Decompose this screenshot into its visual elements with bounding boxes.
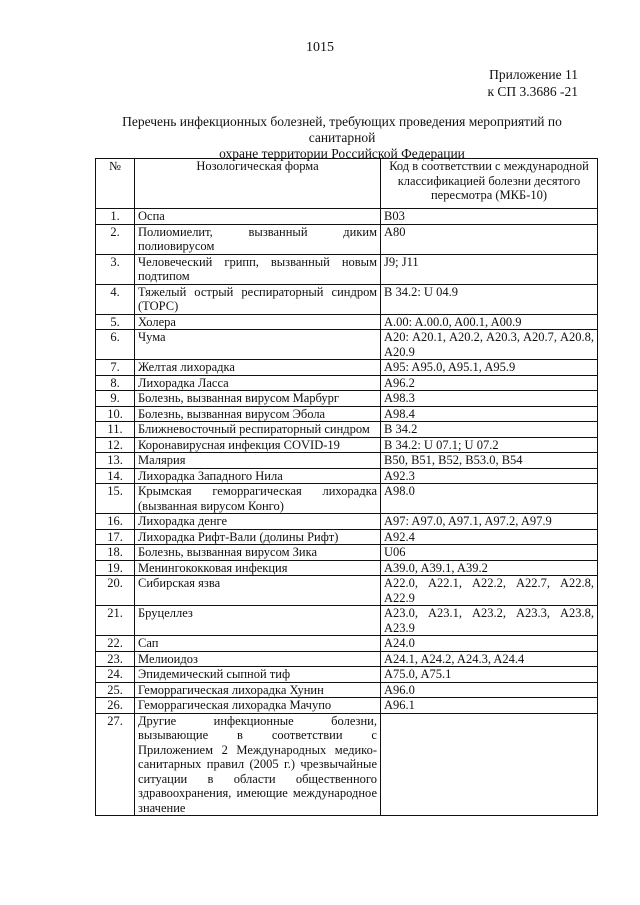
- row-icd10-code: A80: [381, 224, 598, 254]
- row-icd10-code: B03: [381, 209, 598, 225]
- row-nosological-form: Болезнь, вызванная вирусом Эбола: [135, 406, 381, 422]
- row-number: 2.: [96, 224, 135, 254]
- table-row: [96, 576, 598, 606]
- table-header-row: [96, 159, 598, 209]
- row-icd10-code: U06: [381, 545, 598, 561]
- row-icd10-code: A97: A97.0, A97.1, A97.2, A97.9: [381, 514, 598, 530]
- row-nosological-form: Оспа: [135, 209, 381, 225]
- row-nosological-form: Человеческий грипп, вызванный новым подтипом: [135, 254, 381, 284]
- header-number: №: [96, 159, 135, 209]
- row-icd10-code: A98.0: [381, 484, 598, 514]
- row-icd10-code: A75.0, A75.1: [381, 667, 598, 683]
- row-nosological-form: Крымская геморрагическая лихорадка (вызванная вирусом Конго): [135, 484, 381, 514]
- table-row: [96, 560, 598, 576]
- row-icd10-code: J9; J11: [381, 254, 598, 284]
- table-row: [96, 484, 598, 514]
- row-number: 18.: [96, 545, 135, 561]
- row-number: 11.: [96, 422, 135, 438]
- document-title: [92, 114, 592, 162]
- row-number: 14.: [96, 468, 135, 484]
- table-row: [96, 360, 598, 376]
- row-nosological-form: Геморрагическая лихорадка Мачупо: [135, 698, 381, 714]
- table-row: [96, 330, 598, 360]
- diseases-table: [95, 158, 598, 816]
- table-row: [96, 209, 598, 225]
- row-number: 8.: [96, 375, 135, 391]
- table-body: [96, 209, 598, 816]
- table-row: [96, 453, 598, 469]
- row-icd10-code: A22.0, A22.1, A22.2, A22.7, A22.8, A22.9: [381, 576, 598, 606]
- row-number: 10.: [96, 406, 135, 422]
- row-icd10-code: B 34.2: [381, 422, 598, 438]
- appendix-line-2: к СП 3.3686 -21: [487, 84, 578, 99]
- row-number: 9.: [96, 391, 135, 407]
- row-number: 3.: [96, 254, 135, 284]
- table-row: [96, 224, 598, 254]
- table-row: [96, 514, 598, 530]
- row-icd10-code: [381, 713, 598, 816]
- table-row: [96, 406, 598, 422]
- row-nosological-form: Бруцеллез: [135, 606, 381, 636]
- row-number: 27.: [96, 713, 135, 816]
- row-number: 20.: [96, 576, 135, 606]
- row-number: 25.: [96, 682, 135, 698]
- table-row: [96, 682, 598, 698]
- table-row: [96, 545, 598, 561]
- row-icd10-code: A39.0, A39.1, A39.2: [381, 560, 598, 576]
- row-nosological-form: Полиомиелит, вызванный диким полиовирусом: [135, 224, 381, 254]
- row-icd10-code: B 34.2: U 04.9: [381, 284, 598, 314]
- table-row: [96, 391, 598, 407]
- table-row: [96, 468, 598, 484]
- table-row: [96, 529, 598, 545]
- row-icd10-code: A.00: A.00.0, A00.1, A00.9: [381, 314, 598, 330]
- row-icd10-code: A98.4: [381, 406, 598, 422]
- table-row: [96, 375, 598, 391]
- table-row: [96, 284, 598, 314]
- row-icd10-code: A92.3: [381, 468, 598, 484]
- row-nosological-form: Коронавирусная инфекция COVID-19: [135, 437, 381, 453]
- row-number: 26.: [96, 698, 135, 714]
- row-nosological-form: Другие инфекционные болезни, вызывающие в соответствии с Приложением 2 Международных медико-санитарных правил (2005 г.) чрезвычайные ситуации в области общественного здравоохранения, имеющие международное значение: [135, 713, 381, 816]
- table-row: [96, 314, 598, 330]
- row-icd10-code: A92.4: [381, 529, 598, 545]
- table-row: [96, 698, 598, 714]
- row-icd10-code: B 34.2: U 07.1; U 07.2: [381, 437, 598, 453]
- row-number: 15.: [96, 484, 135, 514]
- row-icd10-code: A95: A95.0, A95.1, A95.9: [381, 360, 598, 376]
- row-nosological-form: Лихорадка Рифт-Вали (долины Рифт): [135, 529, 381, 545]
- row-icd10-code: A96.1: [381, 698, 598, 714]
- row-number: 1.: [96, 209, 135, 225]
- header-icd10-code: Код в соответствии с международной классификацией болезни десятого пересмотра (МКБ-10): [381, 159, 598, 209]
- row-number: 12.: [96, 437, 135, 453]
- header-nosological-form: Нозологическая форма: [135, 159, 381, 209]
- row-number: 6.: [96, 330, 135, 360]
- row-number: 23.: [96, 651, 135, 667]
- row-number: 5.: [96, 314, 135, 330]
- document-title-line-2: охране территории Российской Федерации: [219, 146, 465, 161]
- row-number: 21.: [96, 606, 135, 636]
- row-number: 7.: [96, 360, 135, 376]
- row-nosological-form: Лихорадка Ласса: [135, 375, 381, 391]
- row-number: 17.: [96, 529, 135, 545]
- row-nosological-form: Эпидемический сыпной тиф: [135, 667, 381, 683]
- row-nosological-form: Геморрагическая лихорадка Хунин: [135, 682, 381, 698]
- row-nosological-form: Лихорадка Западного Нила: [135, 468, 381, 484]
- row-nosological-form: Малярия: [135, 453, 381, 469]
- row-nosological-form: Сап: [135, 636, 381, 652]
- row-number: 24.: [96, 667, 135, 683]
- row-number: 4.: [96, 284, 135, 314]
- table-row: [96, 606, 598, 636]
- row-icd10-code: A98.3: [381, 391, 598, 407]
- table-row: [96, 636, 598, 652]
- row-nosological-form: Сибирская язва: [135, 576, 381, 606]
- row-icd10-code: A96.0: [381, 682, 598, 698]
- appendix-reference: [487, 66, 578, 100]
- row-nosological-form: Тяжелый острый респираторный синдром (ТОРС): [135, 284, 381, 314]
- table-row: [96, 422, 598, 438]
- row-icd10-code: A24.1, A24.2, A24.3, A24.4: [381, 651, 598, 667]
- document-title-line-1: Перечень инфекционных болезней, требующих проведения мероприятий по санитарной: [122, 114, 562, 145]
- row-number: 19.: [96, 560, 135, 576]
- row-icd10-code: A24.0: [381, 636, 598, 652]
- row-icd10-code: A96.2: [381, 375, 598, 391]
- table-row: [96, 713, 598, 816]
- page-number: 1015: [306, 40, 334, 55]
- row-nosological-form: Болезнь, вызванная вирусом Зика: [135, 545, 381, 561]
- row-nosological-form: Мелиоидоз: [135, 651, 381, 667]
- row-nosological-form: Ближневосточный респираторный синдром: [135, 422, 381, 438]
- appendix-line-1: Приложение 11: [489, 67, 578, 82]
- row-icd10-code: A23.0, A23.1, A23.2, A23.3, A23.8, A23.9: [381, 606, 598, 636]
- row-icd10-code: A20: A20.1, A20.2, A20.3, A20.7, A20.8, A20.9: [381, 330, 598, 360]
- row-icd10-code: B50, B51, B52, B53.0, B54: [381, 453, 598, 469]
- row-nosological-form: Холера: [135, 314, 381, 330]
- table-row: [96, 651, 598, 667]
- table-row: [96, 437, 598, 453]
- row-nosological-form: Болезнь, вызванная вирусом Марбург: [135, 391, 381, 407]
- table-row: [96, 254, 598, 284]
- row-nosological-form: Менингококковая инфекция: [135, 560, 381, 576]
- row-number: 13.: [96, 453, 135, 469]
- row-number: 16.: [96, 514, 135, 530]
- row-nosological-form: Чума: [135, 330, 381, 360]
- table-row: [96, 667, 598, 683]
- row-nosological-form: Желтая лихорадка: [135, 360, 381, 376]
- row-number: 22.: [96, 636, 135, 652]
- row-nosological-form: Лихорадка денге: [135, 514, 381, 530]
